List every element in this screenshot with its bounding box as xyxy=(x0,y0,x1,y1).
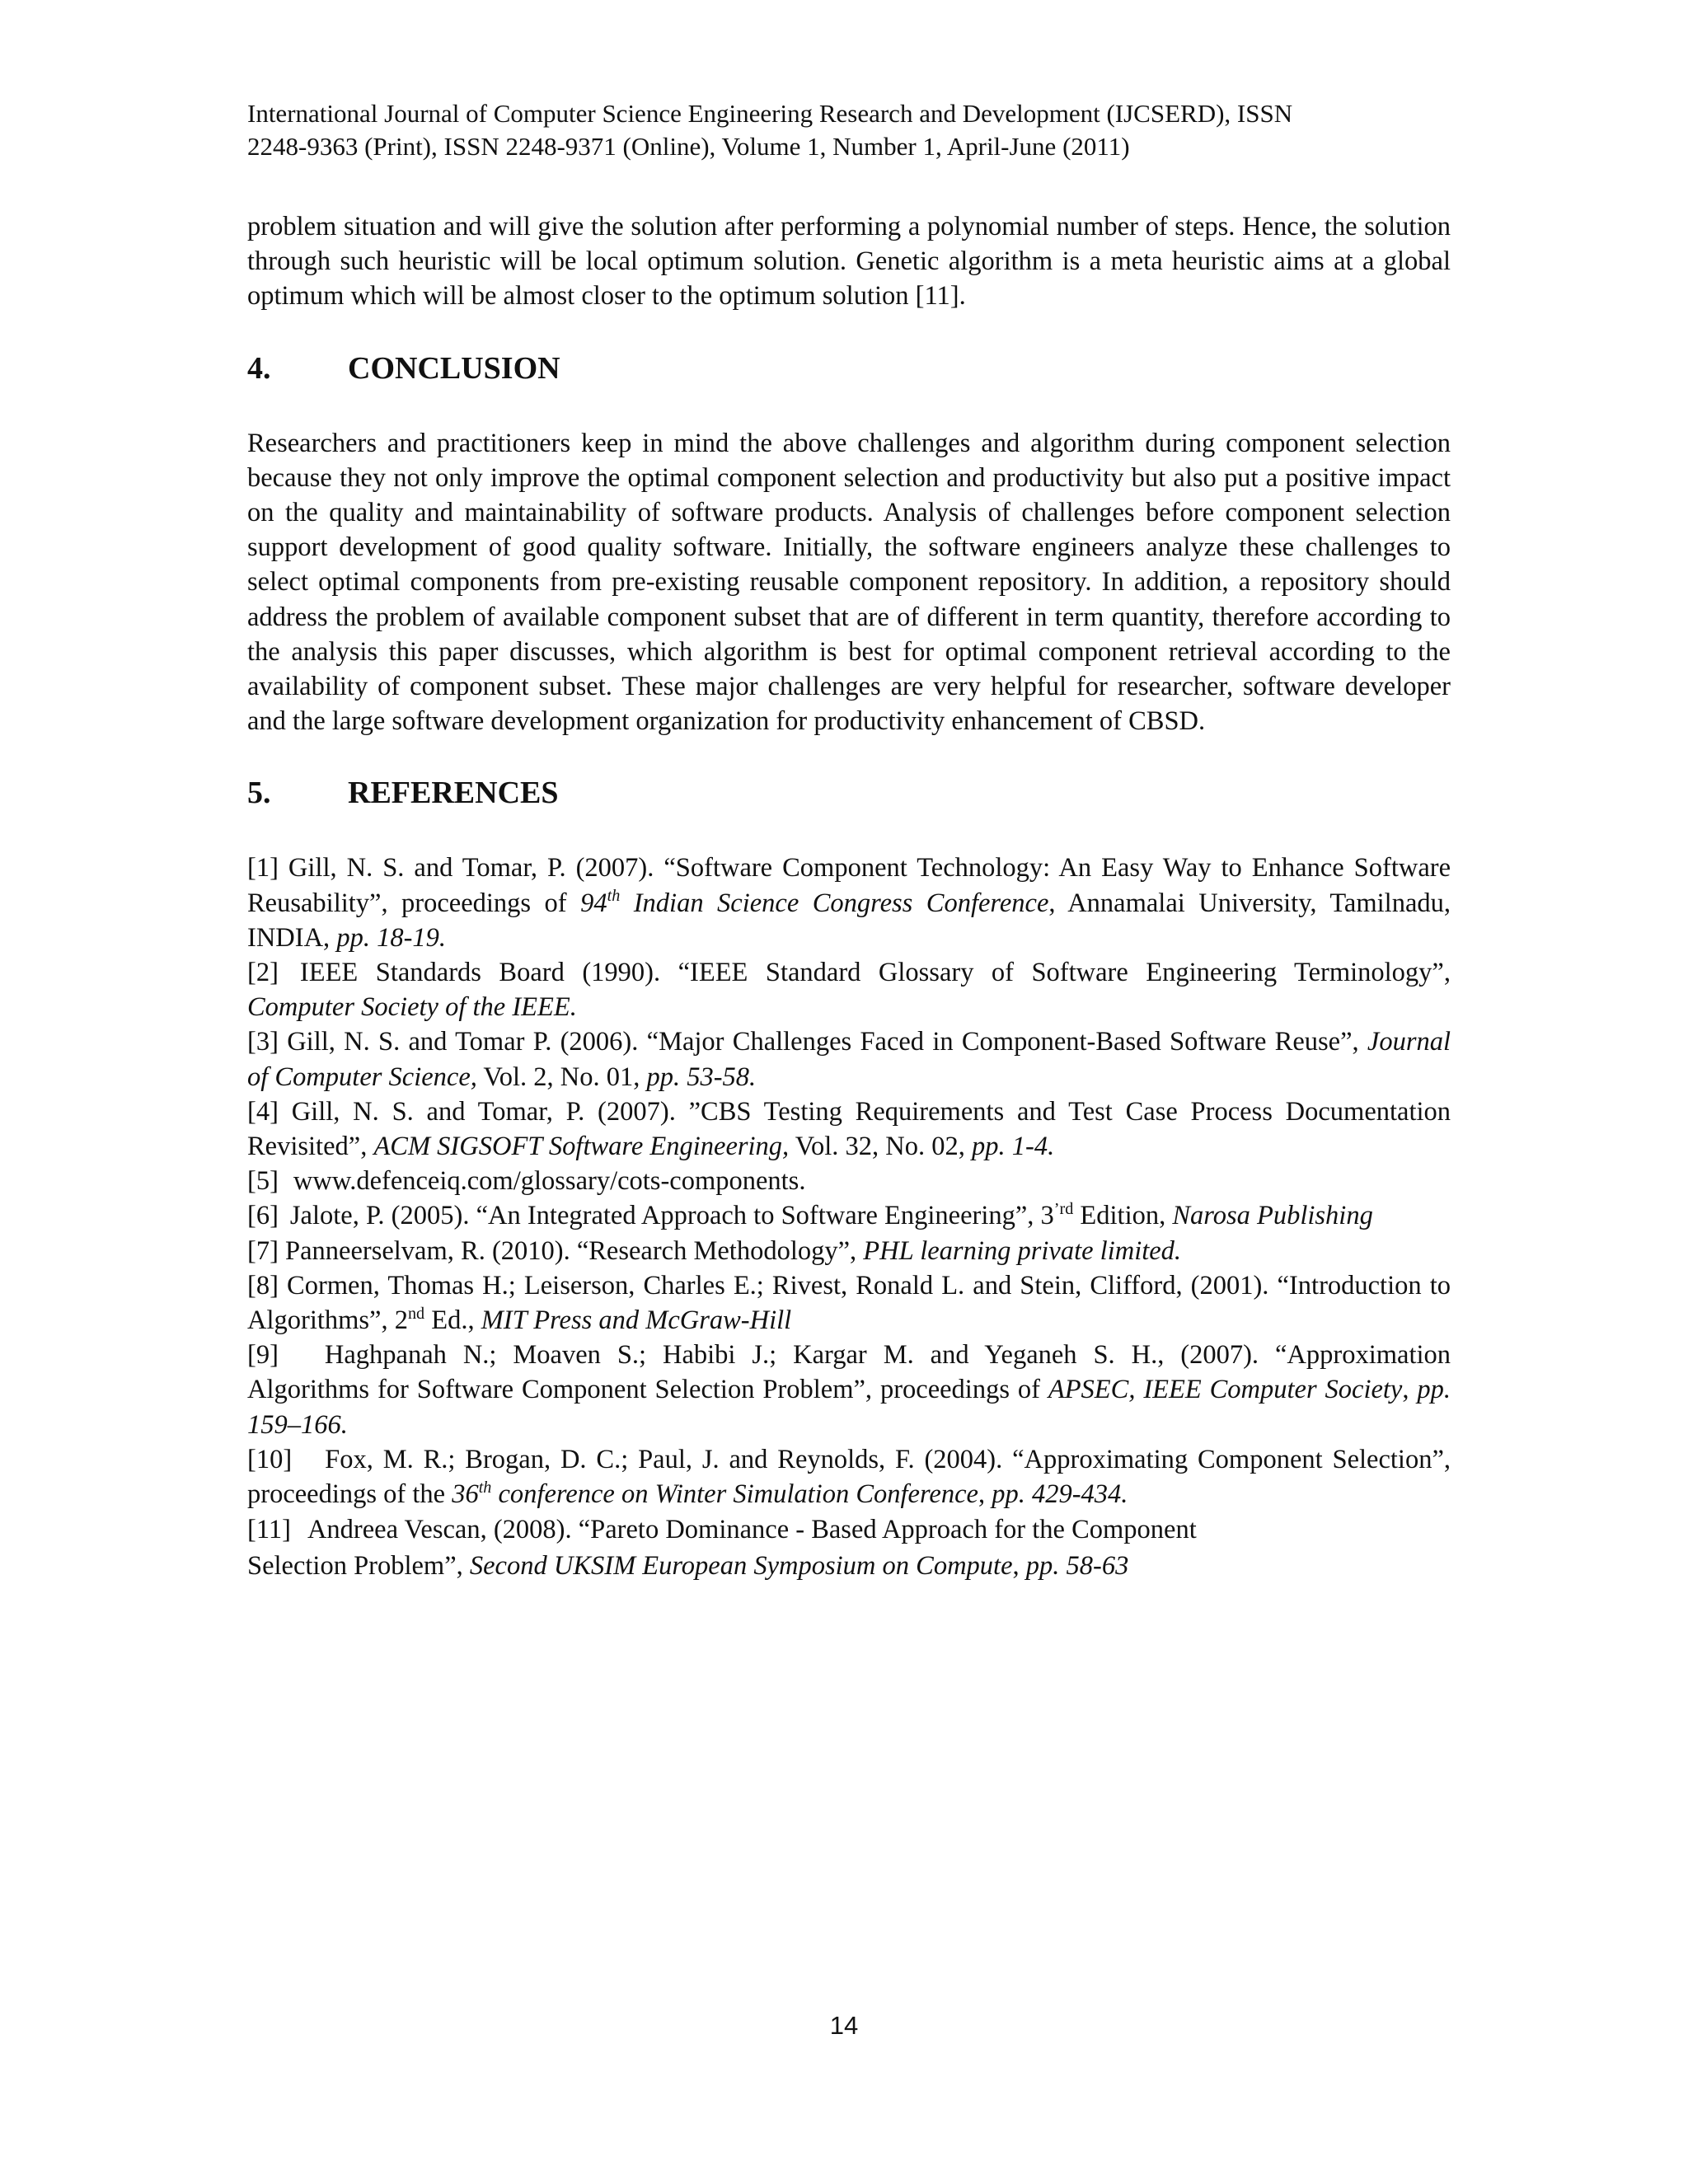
reference-label: [10] xyxy=(247,1444,293,1474)
reference-italic: Narosa Publishing xyxy=(1172,1201,1373,1231)
reference-link-text: www.defenceiq.com/glossary/cots-components. xyxy=(293,1166,806,1197)
reference-text: Cormen, Thomas H.; Leiserson, Charles E.; Rivest, Ronald L. and Stein, Clifford, (2001). “Introduction to Algorithms”, 2 xyxy=(247,1270,1451,1336)
reference-text: Gill, N. S. and Tomar, P. (2007). “Software Component Technology: An Easy Way to Enhance Software Reusability”, proceedings of xyxy=(247,853,1451,918)
section-title: REFERENCES xyxy=(348,776,559,811)
section-title: CONCLUSION xyxy=(348,350,560,386)
reference-text: , xyxy=(1402,1375,1418,1405)
reference-label: [8] xyxy=(247,1270,279,1301)
running-header-line-1: International Journal of Computer Science Engineering Research and Development (IJCSERD), ISSN xyxy=(247,99,1293,128)
reference-item-6 xyxy=(247,1198,1451,1233)
reference-label: [11] xyxy=(247,1515,291,1545)
reference-label: [6] xyxy=(247,1201,279,1231)
reference-italic: Indian Science Congress Conference xyxy=(620,888,1049,918)
reference-text: Ed., xyxy=(424,1305,481,1336)
reference-item-8 xyxy=(247,1268,1451,1338)
reference-text: Vol. 32, No. 02, xyxy=(789,1132,972,1162)
reference-italic: PHL learning private limited. xyxy=(863,1235,1182,1266)
reference-text: Fox, M. R.; Brogan, D. C.; Paul, J. and Reynolds, F. (2004). “Approximating Component Selection”, proceedings of the xyxy=(247,1444,1451,1510)
reference-label: [1] xyxy=(247,853,279,883)
reference-text: Haghpanah N.; Moaven S.; Habibi J.; Kargar M. and Yeganeh S. H., (2007). “Approximation Algorithms for Software Component Selection Problem”, proceedings of xyxy=(247,1340,1451,1405)
section-number: 4. xyxy=(247,350,271,386)
reference-item-1 xyxy=(247,851,1451,955)
reference-superscript: th xyxy=(607,887,621,906)
reference-label: [7] xyxy=(247,1235,279,1266)
reference-item-5 xyxy=(247,1164,1451,1198)
reference-italic: ACM SIGSOFT Software Engineering, xyxy=(373,1132,790,1162)
reference-label: [9] xyxy=(247,1340,279,1371)
reference-pages: pp. 18-19. xyxy=(336,922,447,953)
reference-superscript: nd xyxy=(407,1304,425,1323)
reference-text: Vol. 2, No. 01, xyxy=(476,1062,647,1092)
reference-text: Selection Problem”, xyxy=(247,1551,470,1582)
reference-item-10 xyxy=(247,1442,1451,1511)
section-number: 5. xyxy=(247,776,271,811)
reference-label: [3] xyxy=(247,1027,279,1057)
reference-text: Andreea Vescan, (2008). “Pareto Dominance - Based Approach for the Component xyxy=(307,1515,1197,1545)
reference-text: Gill, N. S. and Tomar P. (2006). “Major Challenges Faced in Component-Based Software Reuse”, xyxy=(287,1027,1367,1057)
reference-label: [5] xyxy=(247,1166,279,1197)
reference-text: , Annamalai University, Tamilnadu, INDIA, xyxy=(247,888,1451,953)
reference-text: Panneerselvam, R. (2010). “Research Methodology”, xyxy=(285,1235,864,1266)
reference-superscript: ’rd xyxy=(1053,1199,1074,1218)
reference-pages: pp. 429-434. xyxy=(992,1479,1128,1510)
reference-item-3 xyxy=(247,1024,1451,1094)
reference-italic: Journal of Computer Science, xyxy=(247,1027,1451,1092)
reference-pages: pp. 58-63 xyxy=(1025,1551,1129,1582)
intro-paragraph: problem situation and will give the solution after performing a polynomial number of steps. Hence, the solution through such heuristic will be local optimum solution. Genetic algorithm is a meta heuristic aims at a global optimum which will be almost closer to the optimum solution [11]. xyxy=(247,212,1451,312)
reference-italic: Computer Society of the IEEE. xyxy=(247,992,577,1023)
reference-text: , xyxy=(1012,1551,1026,1582)
reference-superscript: th xyxy=(478,1478,492,1497)
reference-label: [2] xyxy=(247,958,279,988)
paper-page xyxy=(247,97,1451,1584)
reference-pages: pp. 53-58. xyxy=(646,1062,757,1092)
section-heading-references xyxy=(247,773,1451,813)
reference-italic: conference on Winter Simulation Conference xyxy=(491,1479,978,1510)
reference-item-11 xyxy=(247,1511,1451,1584)
reference-text: Jalote, P. (2005). “An Integrated Approach to Software Engineering”, 3 xyxy=(289,1201,1054,1231)
reference-italic: 36 xyxy=(452,1479,479,1510)
reference-text: IEEE Standards Board (1990). “IEEE Standard Glossary of Software Engineering Terminology”, xyxy=(299,958,1451,988)
section-heading-conclusion xyxy=(247,349,1451,388)
reference-item-9 xyxy=(247,1338,1451,1442)
reference-item-2 xyxy=(247,955,1451,1024)
reference-label: [4] xyxy=(247,1096,279,1127)
conclusion-paragraph: Researchers and practitioners keep in mind the above challenges and algorithm during component selection because they not only improve the optimal component selection and productivity but also put a positive impact on the quality and maintainability of software products. Analysis of challenges before component selection support development of good quality software. Initially, the software engineers analyze these challenges to select optimal components from pre-existing reusable component repository. In addition, a repository should address the problem of available component subset that are of different in term quantity, therefore according to the analysis this paper discusses, which algorithm is best for optimal component retrieval according to the availability of component subset. These major challenges are very helpful for researcher, software developer and the large software development organization for productivity enhancement of CBSD. xyxy=(247,428,1451,737)
reference-text: Gill, N. S. and Tomar, P. (2007). ”CBS Testing Requirements and Test Case Process Documentation Revisited”, xyxy=(247,1096,1451,1162)
running-header xyxy=(247,97,1451,163)
reference-italic: MIT Press and McGraw-Hill xyxy=(481,1305,792,1336)
reference-italic: 94 xyxy=(580,888,607,918)
reference-text: , xyxy=(978,1479,992,1510)
reference-item-7 xyxy=(247,1234,1451,1268)
reference-list xyxy=(247,851,1451,1584)
reference-item-4 xyxy=(247,1094,1451,1164)
reference-italic: Second UKSIM European Symposium on Compute xyxy=(469,1551,1013,1582)
reference-pages: pp. 1-4. xyxy=(972,1132,1055,1162)
page-number: 14 xyxy=(829,2011,859,2040)
reference-pages: pp. 159–166. xyxy=(247,1375,1451,1440)
reference-text: Edition, xyxy=(1073,1201,1173,1231)
running-header-line-2: 2248-9363 (Print), ISSN 2248-9371 (Online), Volume 1, Number 1, April-June (2011) xyxy=(247,132,1130,161)
reference-italic: APSEC, IEEE Computer Society xyxy=(1048,1375,1403,1405)
